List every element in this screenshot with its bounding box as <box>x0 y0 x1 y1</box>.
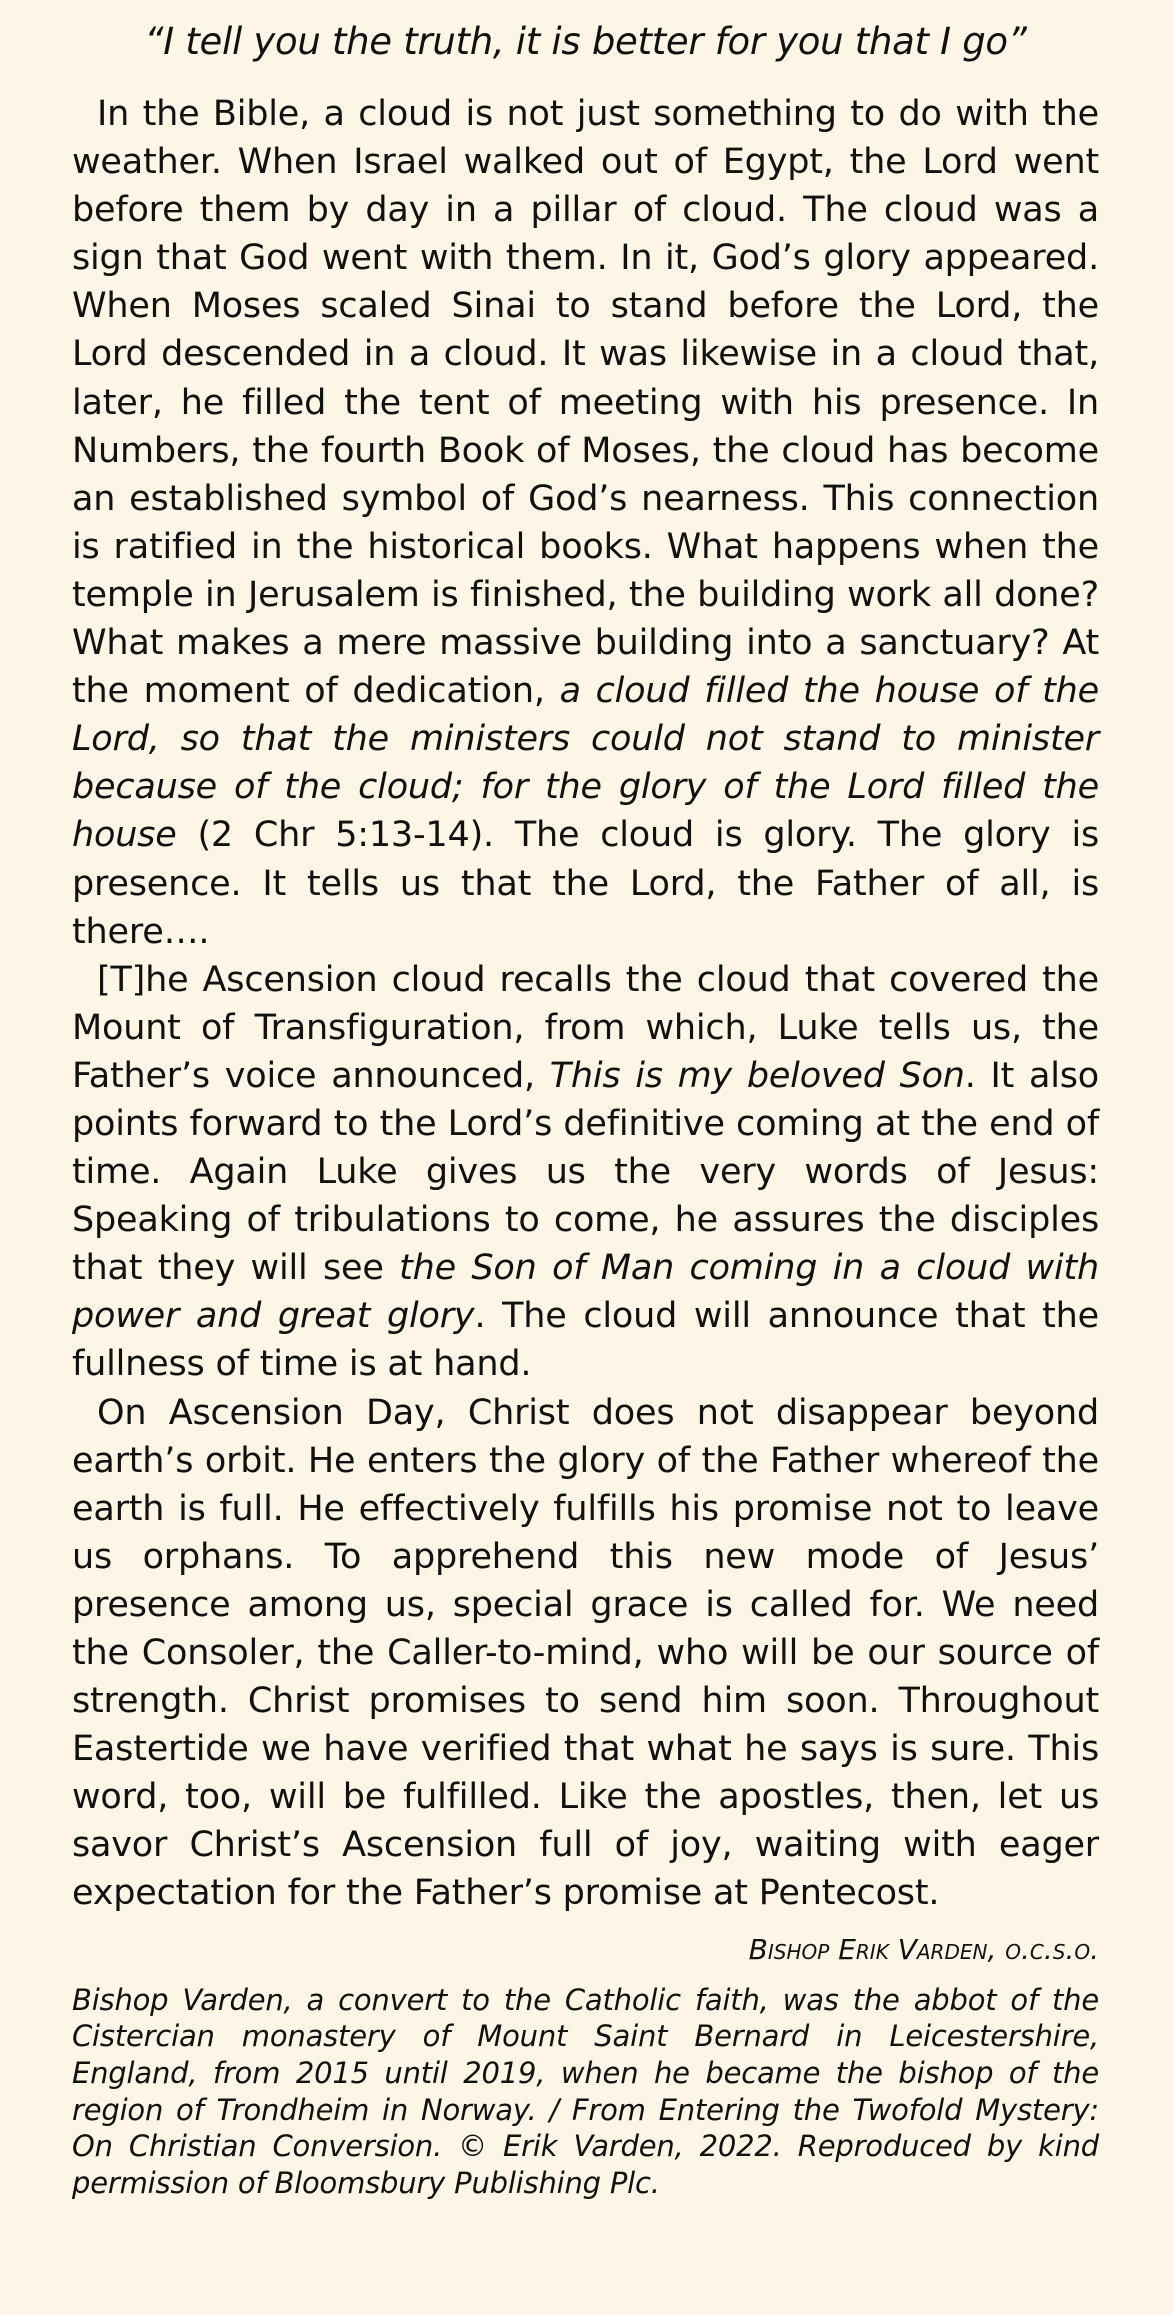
scripture-quote-beloved-son: This is my beloved Son <box>549 1055 965 1096</box>
article-title: “I tell you the truth, it is better for you that I go” <box>144 20 1027 63</box>
scripture-quote-chronicles: a cloud filled the house of the Lord, so that the ministers could not stand to minister because of the cloud; for the glory of the Lord filled the house <box>72 671 1099 856</box>
author-signature: Bishop Erik Varden, o.c.s.o. <box>748 1932 1099 1966</box>
paragraph-3-text: On Ascension Day, Christ does not disappear beyond earth’s orbit. He enters the glory of the Father whereof the earth is full. He effectively fulfills his promise not to leave us orphans. To apprehend this new mode of Jesus’ presence among us, special grace is called for. We need the Consoler, the Caller-to-mind, who will be our source of strength. Christ promises to send him soon. Throughout Eastertide we have verified that what he says is sure. This word, too, will be fulfilled. Like the apostles, then, let us savor Christ’s Ascension full of joy, waiting with eager expectation for the Father’s promise at Pentecost. <box>72 1392 1099 1914</box>
paragraph-1-text-end: (2 Chr 5:13-14). The cloud is glory. The glory is presence. It tells us that the Lord, the Father of all, is there…. <box>72 815 1099 952</box>
paragraph-2 <box>72 956 1099 1389</box>
paragraph-1 <box>72 90 1099 956</box>
paragraph-2-text-end: . The cloud will announce that the fullness of time is at hand. <box>72 1296 1099 1385</box>
paragraph-3 <box>72 1389 1099 1918</box>
paragraph-1-text: In the Bible, a cloud is not just something to do with the weather. When Israel walked out of Egypt, the Lord went before them by day in a pillar of cloud. The cloud was a sign that God went with them. In it, God’s glory appeared. When Moses scaled Sinai to stand before the Lord, the Lord descended in a cloud. It was likewise in a cloud that, later, he filled the tent of meeting with his presence. In Numbers, the fourth Book of Moses, the cloud has become an established symbol of God’s nearness. This connection is ratified in the historical books. What happens when the temple in Jerusalem is finished, the building work all done? What makes a mere massive building into a sanctuary? At the moment of dedication, <box>72 94 1099 712</box>
paragraph-2-text-mid: . It also points forward to the Lord’s definitive coming at the end of time. Again Luke gives us the very words of Jesus: Speaking of tribulations to come, he assures the disciples that they will see <box>72 1055 1099 1289</box>
paragraph-2-text: [T]he Ascension cloud recalls the cloud that covered the Mount of Transfiguration, from which, Luke tells us, the Father’s voice announced, <box>72 959 1099 1096</box>
author-footnote: Bishop Varden, a convert to the Catholic faith, was the abbot of the Cistercian monastery of Mount Saint Bernard in Leicestershire, England, from 2015 until 2019, when he became the bishop of the region of Trondheim in Norway. / From Entering the Twofold Mystery: On Christian Conversion. © Erik Varden, 2022. Reproduced by kind permission of Bloomsbury Publishing Plc. <box>72 1982 1099 2201</box>
scripture-quote-son-of-man: the Son of Man coming in a cloud with power and great glory <box>72 1248 1099 1337</box>
article-body <box>72 90 1099 1918</box>
